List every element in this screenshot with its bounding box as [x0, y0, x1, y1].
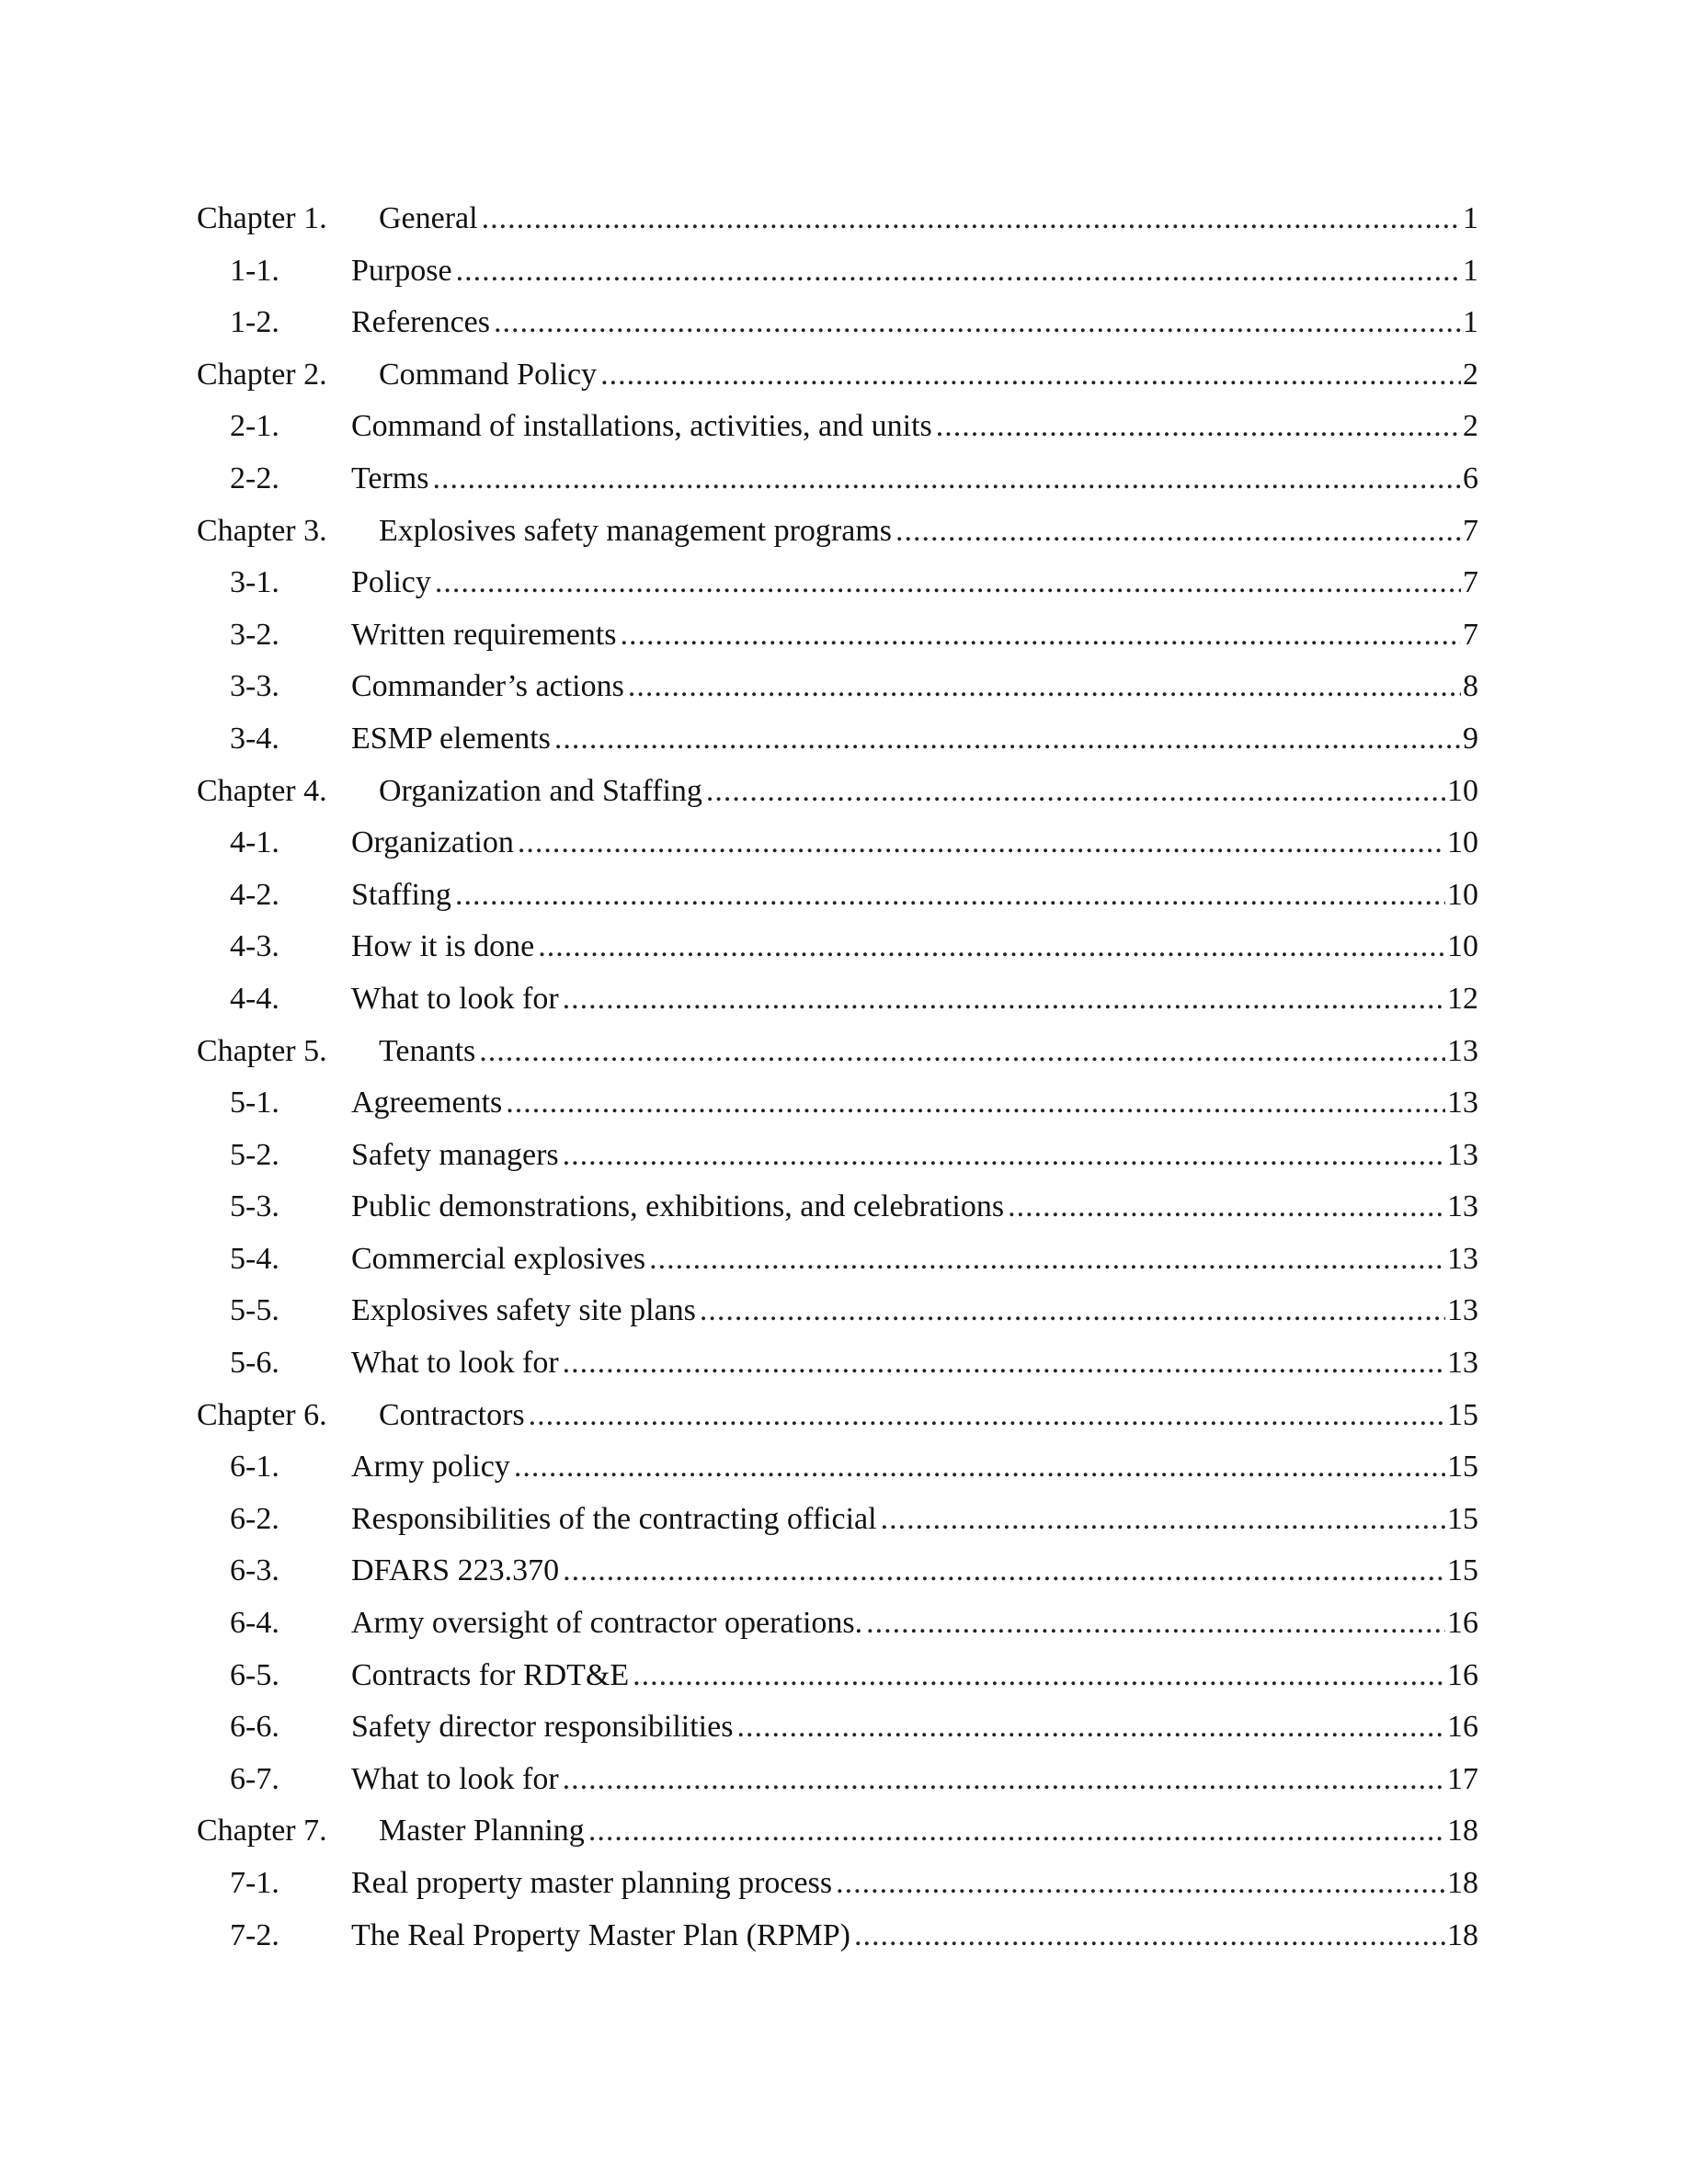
toc-section-entry[interactable]: [197, 1494, 1478, 1546]
toc-dot-leader: [649, 1234, 1445, 1286]
toc-entry-page-number: 13: [1447, 1293, 1478, 1328]
toc-entry-number: 5-6.: [230, 1346, 279, 1381]
toc-section-entry[interactable]: [197, 713, 1478, 766]
toc-entry-title: Command Policy: [379, 357, 598, 392]
toc-entry-title: Contracts for RDT&E: [351, 1657, 630, 1692]
toc-chapter-entry[interactable]: [197, 1390, 1478, 1442]
toc-section-entry[interactable]: [197, 1545, 1478, 1598]
toc-entry-number: Chapter 7.: [197, 1814, 327, 1848]
toc-entry-title: Responsibilities of the contracting official: [351, 1501, 877, 1536]
toc-section-entry[interactable]: [197, 1130, 1478, 1182]
toc-entry-page-number: 13: [1447, 1137, 1478, 1172]
toc-dot-leader: [563, 1130, 1445, 1182]
toc-chapter-entry[interactable]: [197, 349, 1478, 402]
toc-entry-page-number: 7: [1463, 513, 1478, 548]
toc-entry-title: Commander’s actions: [351, 669, 624, 704]
toc-dot-leader: [866, 1598, 1445, 1650]
toc-section-entry[interactable]: [197, 817, 1478, 870]
toc-section-entry[interactable]: [197, 1285, 1478, 1337]
toc-entry-title: Policy: [351, 565, 431, 600]
toc-dot-leader: [563, 1337, 1445, 1390]
toc-entry-number: 3-4.: [230, 721, 279, 756]
toc-entry-title: Commercial explosives: [351, 1241, 646, 1276]
toc-entry-number: 3-2.: [230, 617, 279, 652]
toc-dot-leader: [514, 1441, 1445, 1494]
toc-section-entry[interactable]: [197, 557, 1478, 609]
toc-chapter-entry[interactable]: [197, 1805, 1478, 1858]
toc-entry-title: Tenants: [379, 1033, 476, 1068]
toc-entry-title: Contractors: [379, 1397, 525, 1432]
toc-dot-leader: [506, 1077, 1445, 1130]
toc-entry-page-number: 15: [1447, 1450, 1478, 1484]
toc-section-entry[interactable]: [197, 1754, 1478, 1806]
toc-entry-page-number: 18: [1447, 1866, 1478, 1900]
toc-dot-leader: [538, 921, 1445, 973]
toc-entry-number: Chapter 4.: [197, 773, 327, 808]
toc-dot-leader: [620, 609, 1461, 662]
toc-section-entry[interactable]: [197, 1441, 1478, 1494]
toc-entry-title: Agreements: [351, 1086, 503, 1120]
toc-section-entry[interactable]: [197, 1910, 1478, 1962]
toc-section-entry[interactable]: [197, 870, 1478, 922]
toc-entry-page-number: 15: [1447, 1397, 1478, 1432]
toc-section-entry[interactable]: [197, 297, 1478, 349]
toc-section-entry[interactable]: [197, 245, 1478, 298]
toc-entry-number: 6-6.: [230, 1710, 279, 1745]
toc-dot-leader: [1008, 1181, 1445, 1234]
toc-entry-title: What to look for: [351, 1346, 559, 1381]
toc-entry-title: What to look for: [351, 981, 559, 1016]
toc-entry-number: 5-5.: [230, 1293, 279, 1328]
toc-entry-number: 4-4.: [230, 981, 279, 1016]
toc-entry-page-number: 7: [1463, 617, 1478, 652]
toc-section-entry[interactable]: [197, 401, 1478, 453]
toc-dot-leader: [706, 766, 1445, 818]
toc-section-entry[interactable]: [197, 1858, 1478, 1910]
toc-entry-number: 6-1.: [230, 1450, 279, 1484]
toc-entry-page-number: 10: [1447, 825, 1478, 860]
toc-dot-leader: [455, 870, 1445, 922]
toc-entry-page-number: 10: [1447, 773, 1478, 808]
toc-entry-page-number: 7: [1463, 565, 1478, 600]
toc-entry-page-number: 16: [1447, 1606, 1478, 1641]
toc-entry-title: How it is done: [351, 929, 535, 964]
toc-entry-number: Chapter 5.: [197, 1033, 327, 1068]
toc-entry-title: Real property master planning process: [351, 1866, 833, 1900]
toc-entry-number: Chapter 1.: [197, 201, 327, 235]
toc-entry-title: Safety director responsibilities: [351, 1710, 734, 1745]
toc-chapter-entry[interactable]: [197, 1026, 1478, 1078]
toc-entry-number: 2-1.: [230, 409, 279, 444]
toc-entry-title: Safety managers: [351, 1137, 559, 1172]
toc-entry-number: 5-2.: [230, 1137, 279, 1172]
toc-entry-number: 4-2.: [230, 877, 279, 912]
toc-entry-number: Chapter 6.: [197, 1397, 327, 1432]
toc-entry-number: Chapter 2.: [197, 357, 327, 392]
toc-section-entry[interactable]: [197, 661, 1478, 713]
toc-entry-page-number: 8: [1463, 669, 1478, 704]
toc-entry-page-number: 10: [1447, 877, 1478, 912]
toc-section-entry[interactable]: [197, 973, 1478, 1026]
toc-dot-leader: [936, 401, 1461, 453]
toc-section-entry[interactable]: [197, 1650, 1478, 1702]
toc-entry-title: Public demonstrations, exhibitions, and celebrations: [351, 1189, 1005, 1224]
toc-entry-number: 4-3.: [230, 929, 279, 964]
toc-entry-title: Staffing: [351, 877, 451, 912]
toc-entry-title: Terms: [351, 461, 429, 495]
toc-entry-page-number: 18: [1447, 1917, 1478, 1952]
toc-section-entry[interactable]: [197, 1077, 1478, 1130]
toc-entry-number: 7-1.: [230, 1866, 279, 1900]
toc-entry-title: Army policy: [351, 1450, 510, 1484]
toc-entry-page-number: 15: [1447, 1501, 1478, 1536]
toc-entry-page-number: 6: [1463, 461, 1478, 495]
toc-dot-leader: [479, 1026, 1445, 1078]
toc-dot-leader: [563, 1754, 1445, 1806]
toc-entry-number: 5-1.: [230, 1086, 279, 1120]
toc-entry-page-number: 13: [1447, 1241, 1478, 1276]
toc-dot-leader: [482, 193, 1461, 245]
toc-entry-page-number: 18: [1447, 1814, 1478, 1848]
toc-section-entry[interactable]: [197, 453, 1478, 506]
toc-entry-title: References: [351, 305, 491, 340]
toc-chapter-entry[interactable]: [197, 766, 1478, 818]
toc-entry-page-number: 16: [1447, 1710, 1478, 1745]
toc-dot-leader: [563, 1545, 1445, 1598]
toc-chapter-entry[interactable]: [197, 506, 1478, 558]
toc-entry-number: 6-5.: [230, 1657, 279, 1692]
toc-dot-leader: [600, 349, 1461, 402]
toc-entry-number: 3-1.: [230, 565, 279, 600]
toc-entry-number: 1-1.: [230, 253, 279, 288]
toc-dot-leader: [433, 453, 1462, 506]
toc-entry-page-number: 2: [1463, 409, 1478, 444]
toc-entry-title: Army oversight of contractor operations.: [351, 1606, 863, 1641]
toc-section-entry[interactable]: [197, 1181, 1478, 1234]
toc-entry-page-number: 13: [1447, 1189, 1478, 1224]
toc-entry-page-number: 12: [1447, 981, 1478, 1016]
toc-entry-page-number: 2: [1463, 357, 1478, 392]
toc-entry-title: General: [379, 201, 478, 235]
toc-entry-page-number: 15: [1447, 1553, 1478, 1588]
table-of-contents: [197, 193, 1478, 1962]
toc-entry-title: Organization: [351, 825, 514, 860]
toc-entry-page-number: 16: [1447, 1657, 1478, 1692]
toc-section-entry[interactable]: [197, 1337, 1478, 1390]
toc-entry-number: 5-3.: [230, 1189, 279, 1224]
toc-section-entry[interactable]: [197, 921, 1478, 973]
toc-entry-number: 3-3.: [230, 669, 279, 704]
toc-section-entry[interactable]: [197, 1234, 1478, 1286]
toc-chapter-entry[interactable]: [197, 193, 1478, 245]
toc-entry-page-number: 1: [1463, 201, 1478, 235]
toc-section-entry[interactable]: [197, 609, 1478, 662]
toc-entry-page-number: 13: [1447, 1086, 1478, 1120]
toc-entry-title: Explosives safety site plans: [351, 1293, 696, 1328]
toc-dot-leader: [881, 1494, 1445, 1546]
toc-entry-page-number: 1: [1463, 305, 1478, 340]
toc-dot-leader: [518, 817, 1445, 870]
toc-dot-leader: [895, 506, 1461, 558]
toc-entry-page-number: 13: [1447, 1346, 1478, 1381]
toc-entry-title: Explosives safety management programs: [379, 513, 893, 548]
toc-entry-number: 2-2.: [230, 461, 279, 495]
toc-dot-leader: [836, 1858, 1445, 1910]
toc-section-entry[interactable]: [197, 1598, 1478, 1650]
toc-entry-number: 1-2.: [230, 305, 279, 340]
toc-entry-page-number: 1: [1463, 253, 1478, 288]
toc-dot-leader: [435, 557, 1461, 609]
toc-entry-number: 6-4.: [230, 1606, 279, 1641]
toc-entry-title: What to look for: [351, 1761, 559, 1796]
toc-entry-title: Written requirements: [351, 617, 617, 652]
toc-dot-leader: [736, 1701, 1445, 1754]
toc-dot-leader: [529, 1390, 1445, 1442]
toc-dot-leader: [588, 1805, 1445, 1858]
toc-entry-title: ESMP elements: [351, 721, 551, 756]
toc-dot-leader: [628, 661, 1461, 713]
toc-entry-title: The Real Property Master Plan (RPMP): [351, 1917, 850, 1952]
toc-dot-leader: [554, 713, 1461, 766]
toc-dot-leader: [563, 973, 1445, 1026]
toc-entry-title: Command of installations, activities, and units: [351, 409, 932, 444]
toc-section-entry[interactable]: [197, 1701, 1478, 1754]
toc-entry-page-number: 13: [1447, 1033, 1478, 1068]
toc-entry-number: 7-2.: [230, 1917, 279, 1952]
toc-entry-page-number: 17: [1447, 1761, 1478, 1796]
toc-entry-title: DFARS 223.370: [351, 1553, 560, 1588]
toc-dot-leader: [700, 1285, 1445, 1337]
toc-dot-leader: [633, 1650, 1445, 1702]
toc-dot-leader: [456, 245, 1461, 298]
toc-entry-page-number: 10: [1447, 929, 1478, 964]
toc-entry-number: 5-4.: [230, 1241, 279, 1276]
toc-entry-number: 6-7.: [230, 1761, 279, 1796]
toc-dot-leader: [494, 297, 1461, 349]
toc-entry-title: Organization and Staffing: [379, 773, 702, 808]
toc-entry-page-number: 9: [1463, 721, 1478, 756]
toc-entry-title: Purpose: [351, 253, 452, 288]
toc-entry-number: Chapter 3.: [197, 513, 327, 548]
toc-entry-title: Master Planning: [379, 1814, 585, 1848]
toc-entry-number: 6-2.: [230, 1501, 279, 1536]
toc-dot-leader: [854, 1910, 1445, 1962]
toc-entry-number: 4-1.: [230, 825, 279, 860]
toc-entry-number: 6-3.: [230, 1553, 279, 1588]
